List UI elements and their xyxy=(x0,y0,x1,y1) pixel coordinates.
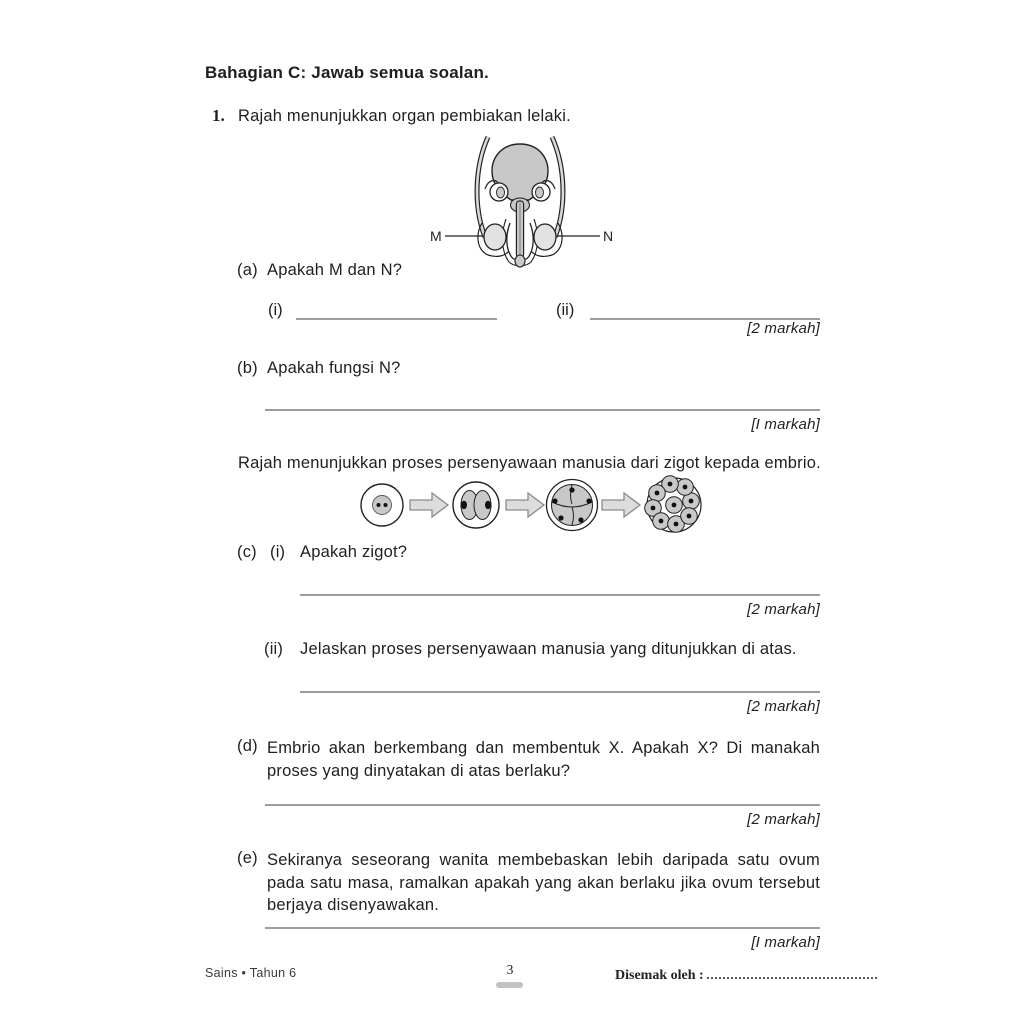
section-header: Bahagian C: Jawab semua soalan. xyxy=(205,63,489,82)
question-number: 1. xyxy=(212,106,225,125)
footer-checked-by xyxy=(615,964,877,984)
part-c-ii-question: Jelaskan proses persenyawaan manusia yang ditunjukkan di atas. xyxy=(300,640,797,658)
marks-e: [I markah] xyxy=(751,934,820,951)
part-e-label: (e) xyxy=(237,849,258,867)
answer-line-c-i xyxy=(300,594,820,596)
answer-line-c-ii xyxy=(300,691,820,693)
part-b-label: (b) xyxy=(237,359,258,377)
label-n: N xyxy=(603,228,614,244)
arrow-right-icon xyxy=(602,493,640,517)
arrow-right-icon xyxy=(410,493,448,517)
answer-line-d xyxy=(265,804,820,806)
part-d-question: Embrio akan berkembang dan membentuk X. Apakah X? Di manakah proses yang dinyatakan di atas berlaku? xyxy=(267,739,820,780)
part-a-sub-ii-label: (ii) xyxy=(556,301,575,319)
arrow-right-icon xyxy=(506,493,544,517)
checked-by-dotted-line xyxy=(707,964,877,979)
answer-line-b xyxy=(265,409,820,411)
question-1-intro-2: Rajah menunjukkan proses persenyawaan manusia dari zigot kepada embrio. xyxy=(238,454,821,472)
part-a-label: (a) xyxy=(237,261,258,279)
testis-left xyxy=(484,224,506,250)
answer-line-a-i xyxy=(296,318,497,320)
testis-right xyxy=(534,224,556,250)
page-number-underline-bar xyxy=(496,982,523,988)
checked-by-label: Disemak oleh : xyxy=(615,968,704,983)
marks-a: [2 markah] xyxy=(747,320,820,337)
footer-page-number: 3 xyxy=(506,962,514,977)
zygote-to-embryo-diagram xyxy=(352,471,712,537)
part-c-i-label: (i) xyxy=(270,543,286,561)
part-a-question: Apakah M dan N? xyxy=(267,261,403,279)
part-c-i-question: Apakah zigot? xyxy=(300,543,408,561)
part-a-sub-i-label: (i) xyxy=(268,301,283,319)
question-1-intro: Rajah menunjukkan organ pembiakan lelaki. xyxy=(238,107,571,125)
label-m: M xyxy=(430,228,442,244)
part-c-ii-label: (ii) xyxy=(264,640,284,658)
male-reproductive-organ-diagram xyxy=(425,131,615,271)
marks-d: [2 markah] xyxy=(747,811,820,828)
marks-c-i: [2 markah] xyxy=(747,601,820,618)
answer-line-e xyxy=(265,927,820,929)
part-c-label: (c) xyxy=(237,543,257,561)
marks-c-ii: [2 markah] xyxy=(747,698,820,715)
part-d-label: (d) xyxy=(237,737,258,755)
marks-b: [I markah] xyxy=(751,416,820,433)
footer-book-title: Sains • Tahun 6 xyxy=(205,966,297,980)
part-e-question: Sekiranya seseorang wanita membebaskan lebih daripada satu ovum pada satu masa, ramalkan apakah yang akan berlaku jika ovum tersebut berjaya disenyawakan. xyxy=(267,851,820,914)
part-b-question: Apakah fungsi N? xyxy=(267,359,401,377)
